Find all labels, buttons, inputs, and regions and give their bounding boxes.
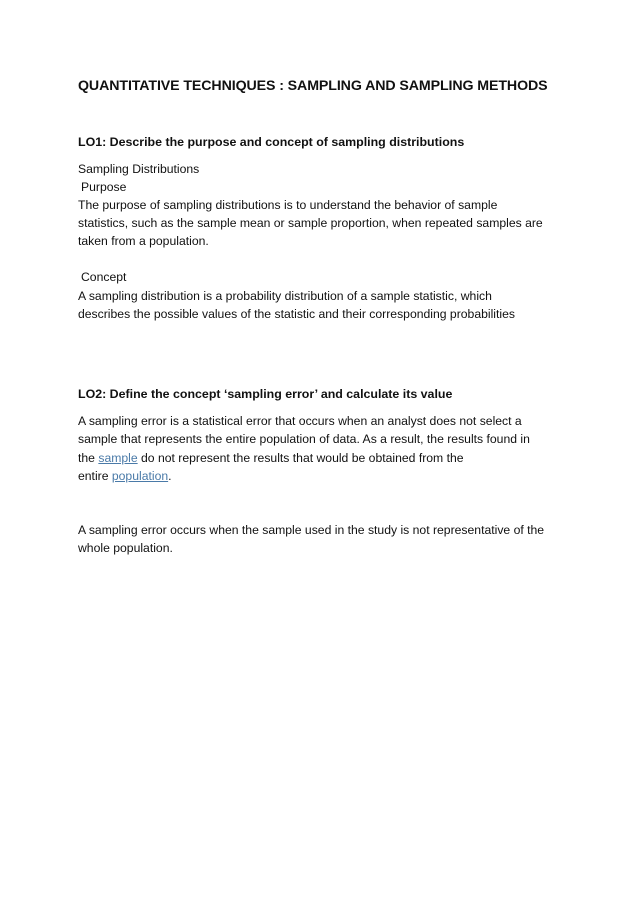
lo1-heading: LO1: Describe the purpose and concept of sampling distributions [78, 135, 465, 149]
line-prefix: the [78, 451, 99, 465]
purpose-text-line: statistics, such as the sample mean or sample proportion, when repeated samples are [78, 216, 543, 230]
lo1-subtitle: Sampling Distributions [78, 162, 200, 176]
population-link[interactable]: population [111, 469, 169, 483]
concept-label: Concept [81, 270, 127, 284]
sampling-error-text-line: A sampling error is a statistical error that occurs when an analyst does not select a [78, 414, 522, 428]
sampling-error-summary-line: whole population. [78, 541, 173, 555]
line-prefix: entire [78, 469, 112, 483]
purpose-text-line: taken from a population. [78, 234, 209, 248]
sample-link[interactable]: sample [98, 451, 138, 465]
purpose-label: Purpose [81, 180, 127, 194]
sampling-error-text-line [78, 467, 598, 485]
document-title: QUANTITATIVE TECHNIQUES : SAMPLING AND SAMPLING METHODS [78, 78, 548, 94]
concept-text-line: describes the possible values of the statistic and their corresponding probabilities [78, 307, 515, 321]
purpose-text-line: The purpose of sampling distributions is to understand the behavior of sample [78, 198, 498, 212]
concept-text-line: A sampling distribution is a probability distribution of a sample statistic, which [78, 289, 492, 303]
sampling-error-text-line: sample that represents the entire population of data. As a result, the results found in [78, 432, 530, 446]
sampling-error-summary-line: A sampling error occurs when the sample used in the study is not representative of the [78, 523, 545, 537]
line-suffix: do not represent the results that would be obtained from the [137, 451, 464, 465]
sampling-error-text-line [78, 449, 598, 467]
lo2-heading: LO2: Define the concept ‘sampling error’ and calculate its value [78, 387, 453, 401]
line-suffix: . [168, 469, 172, 483]
